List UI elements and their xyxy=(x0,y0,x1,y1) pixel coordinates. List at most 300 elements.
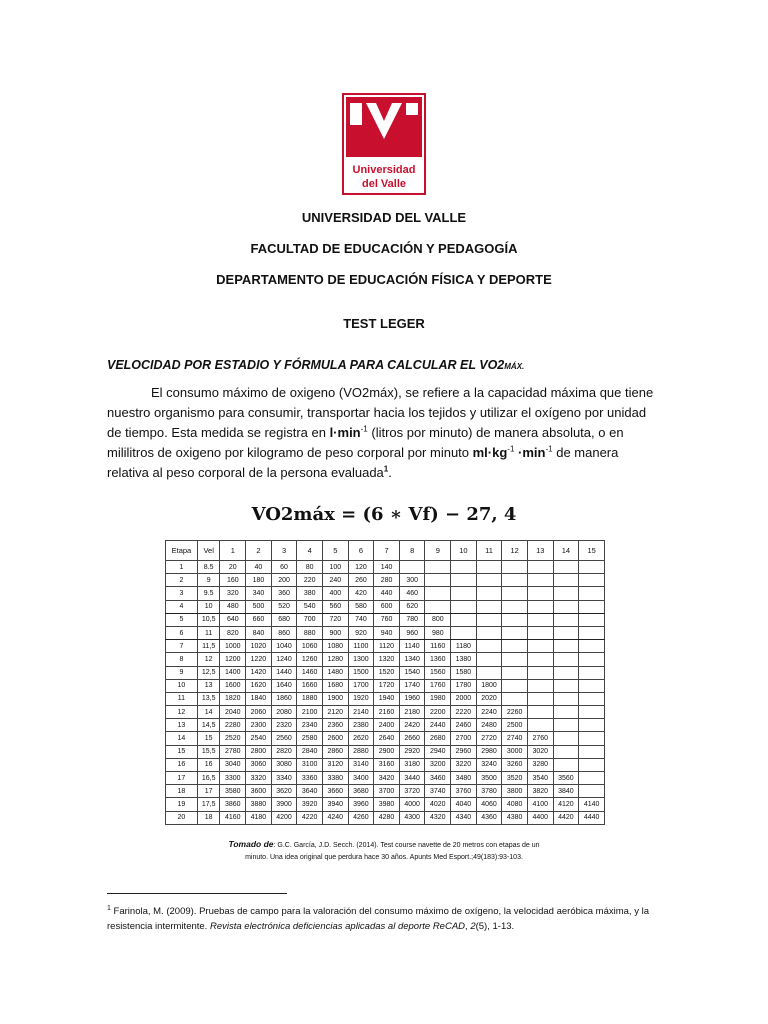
faculty-heading: FACULTAD DE EDUCACIÓN Y PEDAGOGÍA xyxy=(250,241,518,256)
distance-cell: 100 xyxy=(322,561,348,574)
distance-cell: 420 xyxy=(348,587,374,600)
distance-cell: 360 xyxy=(271,587,297,600)
speed-cell: 15 xyxy=(197,732,220,745)
empty-cell xyxy=(579,653,605,666)
empty-cell xyxy=(502,692,528,705)
empty-cell xyxy=(502,600,528,613)
distance-cell: 620 xyxy=(399,600,425,613)
speed-cell: 10 xyxy=(197,600,220,613)
distance-cell: 2800 xyxy=(246,745,272,758)
distance-cell: 1980 xyxy=(425,692,451,705)
distance-cell: 960 xyxy=(399,626,425,639)
empty-cell xyxy=(553,626,579,639)
empty-cell xyxy=(451,561,477,574)
distance-cell: 1760 xyxy=(425,679,451,692)
header-shuttle-11: 11 xyxy=(476,541,502,561)
distance-cell: 3920 xyxy=(297,798,323,811)
distance-cell: 1020 xyxy=(246,640,272,653)
speed-cell: 15,5 xyxy=(197,745,220,758)
speed-cell: 13,5 xyxy=(197,692,220,705)
empty-cell xyxy=(553,653,579,666)
table-row xyxy=(166,798,605,811)
distance-cell: 1500 xyxy=(348,666,374,679)
footnote-text-1: Farinola, M. (2009). Pruebas de campo para la valoración del consumo máximo de oxígeno, la velocidad aeróbica máxima, y la resistencia intermitente. xyxy=(107,906,649,932)
empty-cell xyxy=(476,561,502,574)
distance-cell: 1720 xyxy=(374,679,400,692)
empty-cell xyxy=(553,745,579,758)
distance-cell: 2920 xyxy=(399,745,425,758)
distance-cell: 3020 xyxy=(527,745,553,758)
distance-cell: 1700 xyxy=(348,679,374,692)
empty-cell xyxy=(553,758,579,771)
header-shuttle-1: 1 xyxy=(220,541,246,561)
distance-cell: 3700 xyxy=(374,785,400,798)
distance-cell: 3120 xyxy=(322,758,348,771)
distance-cell: 3280 xyxy=(527,758,553,771)
speed-cell: 10,5 xyxy=(197,613,220,626)
distance-cell: 2020 xyxy=(476,692,502,705)
distance-cell: 2880 xyxy=(348,745,374,758)
distance-cell: 680 xyxy=(271,613,297,626)
empty-cell xyxy=(579,587,605,600)
distance-cell: 1360 xyxy=(425,653,451,666)
speed-cell: 13 xyxy=(197,679,220,692)
distance-cell: 40 xyxy=(246,561,272,574)
distance-cell: 1460 xyxy=(297,666,323,679)
distance-cell: 480 xyxy=(220,600,246,613)
distance-cell: 2320 xyxy=(271,719,297,732)
distance-cell: 220 xyxy=(297,574,323,587)
distance-cell: 1740 xyxy=(399,679,425,692)
header-shuttle-15: 15 xyxy=(579,541,605,561)
distance-cell: 2600 xyxy=(322,732,348,745)
speed-cell: 16 xyxy=(197,758,220,771)
empty-cell xyxy=(502,626,528,639)
stage-cell: 19 xyxy=(166,798,198,811)
table-row xyxy=(166,587,605,600)
distance-cell: 4280 xyxy=(374,811,400,824)
distance-cell: 1400 xyxy=(220,666,246,679)
distance-cell: 3520 xyxy=(502,772,528,785)
distance-cell: 1440 xyxy=(271,666,297,679)
distance-cell: 3440 xyxy=(399,772,425,785)
table-row xyxy=(166,719,605,732)
distance-cell: 1260 xyxy=(297,653,323,666)
distance-cell: 3240 xyxy=(476,758,502,771)
empty-cell xyxy=(527,587,553,600)
table-row xyxy=(166,758,605,771)
header-shuttle-3: 3 xyxy=(271,541,297,561)
empty-cell xyxy=(502,561,528,574)
table-row xyxy=(166,626,605,639)
footnote-number: 1 xyxy=(107,904,111,912)
empty-cell xyxy=(502,574,528,587)
distance-cell: 3260 xyxy=(502,758,528,771)
empty-cell xyxy=(451,626,477,639)
distance-cell: 520 xyxy=(271,600,297,613)
empty-cell xyxy=(425,561,451,574)
distance-cell: 2840 xyxy=(297,745,323,758)
unit-relative-a: ml·kg xyxy=(472,445,508,460)
source-line-1: G.C. García, J.D. Secch. (2014). Test course navette de 20 metros con etapas de un xyxy=(277,842,540,849)
table-row xyxy=(166,561,605,574)
distance-cell: 1000 xyxy=(220,640,246,653)
distance-cell: 1240 xyxy=(271,653,297,666)
empty-cell xyxy=(502,666,528,679)
distance-cell: 1560 xyxy=(425,666,451,679)
distance-cell: 1540 xyxy=(399,666,425,679)
distance-cell: 760 xyxy=(374,613,400,626)
distance-cell: 1100 xyxy=(348,640,374,653)
distance-cell: 3740 xyxy=(425,785,451,798)
distance-cell: 1960 xyxy=(399,692,425,705)
distance-cell: 2980 xyxy=(476,745,502,758)
distance-cell: 2000 xyxy=(451,692,477,705)
speed-cell: 14,5 xyxy=(197,719,220,732)
distance-cell: 4160 xyxy=(220,811,246,824)
stage-cell: 20 xyxy=(166,811,198,824)
empty-cell xyxy=(476,574,502,587)
distance-cell: 3040 xyxy=(220,758,246,771)
empty-cell xyxy=(527,613,553,626)
unit-absolute-exponent: -1 xyxy=(360,424,368,434)
distance-cell: 2360 xyxy=(322,719,348,732)
distance-cell: 3860 xyxy=(220,798,246,811)
distance-cell: 2820 xyxy=(271,745,297,758)
empty-cell xyxy=(527,692,553,705)
empty-cell xyxy=(502,679,528,692)
distance-cell: 3820 xyxy=(527,785,553,798)
distance-cell: 1820 xyxy=(220,692,246,705)
table-row xyxy=(166,811,605,824)
distance-cell: 460 xyxy=(399,587,425,600)
distance-cell: 4040 xyxy=(451,798,477,811)
distance-cell: 1180 xyxy=(451,640,477,653)
stage-cell: 12 xyxy=(166,706,198,719)
distance-cell: 720 xyxy=(322,613,348,626)
distance-cell: 3480 xyxy=(451,772,477,785)
distance-cell: 60 xyxy=(271,561,297,574)
table-row xyxy=(166,613,605,626)
distance-cell: 3560 xyxy=(553,772,579,785)
empty-cell xyxy=(553,587,579,600)
distance-cell: 860 xyxy=(271,626,297,639)
distance-cell: 140 xyxy=(374,561,400,574)
distance-cell: 3720 xyxy=(399,785,425,798)
empty-cell xyxy=(476,626,502,639)
distance-cell: 3140 xyxy=(348,758,374,771)
distance-cell: 3420 xyxy=(374,772,400,785)
speed-cell: 18 xyxy=(197,811,220,824)
distance-cell: 4100 xyxy=(527,798,553,811)
empty-cell xyxy=(502,640,528,653)
paragraph-text-3: de manera relativa al peso corporal de la persona evaluada xyxy=(107,445,619,480)
header-stage: Etapa xyxy=(166,541,198,561)
distance-cell: 440 xyxy=(374,587,400,600)
empty-cell xyxy=(527,719,553,732)
distance-cell: 3220 xyxy=(451,758,477,771)
distance-cell: 1060 xyxy=(297,640,323,653)
distance-cell: 3460 xyxy=(425,772,451,785)
distance-cell: 2180 xyxy=(399,706,425,719)
distance-cell: 3800 xyxy=(502,785,528,798)
distance-cell: 260 xyxy=(348,574,374,587)
speed-cell: 17,5 xyxy=(197,798,220,811)
distance-cell: 4120 xyxy=(553,798,579,811)
distance-cell: 4440 xyxy=(579,811,605,824)
footnote-reference: 1 xyxy=(383,464,389,474)
stage-cell: 18 xyxy=(166,785,198,798)
department-heading: DEPARTAMENTO DE EDUCACIÓN FÍSICA Y DEPORTE xyxy=(216,272,552,287)
distance-cell: 4260 xyxy=(348,811,374,824)
header-shuttle-5: 5 xyxy=(322,541,348,561)
distance-cell: 3900 xyxy=(271,798,297,811)
distance-cell: 580 xyxy=(348,600,374,613)
distance-cell: 1380 xyxy=(451,653,477,666)
empty-cell xyxy=(425,587,451,600)
distance-cell: 3160 xyxy=(374,758,400,771)
speed-cell: 9 xyxy=(197,574,220,587)
table-row xyxy=(166,706,605,719)
stage-cell: 4 xyxy=(166,600,198,613)
empty-cell xyxy=(527,561,553,574)
vo2max-formula: VO2máx = (6 ∗ Vf) − 27, 4 xyxy=(251,504,517,525)
empty-cell xyxy=(502,613,528,626)
distance-cell: 2940 xyxy=(425,745,451,758)
distance-cell: 4300 xyxy=(399,811,425,824)
empty-cell xyxy=(451,613,477,626)
distance-cell: 320 xyxy=(220,587,246,600)
empty-cell xyxy=(579,706,605,719)
distance-cell: 3660 xyxy=(322,785,348,798)
distance-cell: 2560 xyxy=(271,732,297,745)
distance-cell: 560 xyxy=(322,600,348,613)
distance-cell: 3200 xyxy=(425,758,451,771)
header-shuttle-2: 2 xyxy=(246,541,272,561)
empty-cell xyxy=(425,600,451,613)
paragraph-end: . xyxy=(388,465,392,480)
distance-cell: 2900 xyxy=(374,745,400,758)
distance-cell: 2140 xyxy=(348,706,374,719)
distance-cell: 500 xyxy=(246,600,272,613)
paragraph-text-1: El consumo máximo de oxigeno (VO2máx), se refiere a la capacidad máxima que tiene nuestro organismo para consumir, transportar hacia los tejidos y utilizar el oxígeno por unidad de tiempo. Esta medida se registra en xyxy=(107,385,654,440)
distance-cell: 2200 xyxy=(425,706,451,719)
empty-cell xyxy=(527,653,553,666)
header-shuttle-9: 9 xyxy=(425,541,451,561)
empty-cell xyxy=(553,666,579,679)
table-header-row xyxy=(166,541,605,561)
distance-cell: 1580 xyxy=(451,666,477,679)
table-row xyxy=(166,732,605,745)
distance-cell: 3320 xyxy=(246,772,272,785)
empty-cell xyxy=(476,587,502,600)
table-row xyxy=(166,574,605,587)
empty-cell xyxy=(476,653,502,666)
distance-cell: 3760 xyxy=(451,785,477,798)
table-row xyxy=(166,785,605,798)
leger-stage-table xyxy=(165,540,605,825)
distance-cell: 1040 xyxy=(271,640,297,653)
subtitle-subscript: MÁX. xyxy=(504,362,525,371)
university-logo xyxy=(342,93,426,195)
footnote-journal: Revista electrónica deficiencias aplicadas al deporte ReCAD xyxy=(209,921,466,932)
table-body xyxy=(166,561,605,825)
speed-cell: 17 xyxy=(197,785,220,798)
empty-cell xyxy=(579,785,605,798)
distance-cell: 3080 xyxy=(271,758,297,771)
distance-cell: 1620 xyxy=(246,679,272,692)
distance-cell: 2620 xyxy=(348,732,374,745)
distance-cell: 2960 xyxy=(451,745,477,758)
empty-cell xyxy=(553,679,579,692)
distance-cell: 1520 xyxy=(374,666,400,679)
distance-cell: 2220 xyxy=(451,706,477,719)
source-colon: : xyxy=(273,842,278,849)
distance-cell: 540 xyxy=(297,600,323,613)
distance-cell: 1640 xyxy=(271,679,297,692)
empty-cell xyxy=(425,574,451,587)
distance-cell: 2260 xyxy=(502,706,528,719)
distance-cell: 3540 xyxy=(527,772,553,785)
footnote-text-2: (5), 1-13. xyxy=(475,921,515,932)
distance-cell: 2460 xyxy=(451,719,477,732)
empty-cell xyxy=(579,666,605,679)
distance-cell: 4000 xyxy=(399,798,425,811)
distance-cell: 3000 xyxy=(502,745,528,758)
empty-cell xyxy=(553,732,579,745)
section-subtitle xyxy=(107,358,524,372)
empty-cell xyxy=(579,732,605,745)
empty-cell xyxy=(553,706,579,719)
empty-cell xyxy=(553,692,579,705)
distance-cell: 2340 xyxy=(297,719,323,732)
stage-cell: 5 xyxy=(166,613,198,626)
distance-cell: 4340 xyxy=(451,811,477,824)
distance-cell: 3380 xyxy=(322,772,348,785)
table-row xyxy=(166,745,605,758)
header-shuttle-10: 10 xyxy=(451,541,477,561)
speed-cell: 16,5 xyxy=(197,772,220,785)
distance-cell: 3100 xyxy=(297,758,323,771)
distance-cell: 2580 xyxy=(297,732,323,745)
distance-cell: 2400 xyxy=(374,719,400,732)
stage-cell: 11 xyxy=(166,692,198,705)
distance-cell: 4240 xyxy=(322,811,348,824)
distance-cell: 640 xyxy=(220,613,246,626)
stage-cell: 14 xyxy=(166,732,198,745)
distance-cell: 3300 xyxy=(220,772,246,785)
distance-cell: 1900 xyxy=(322,692,348,705)
distance-cell: 800 xyxy=(425,613,451,626)
header-shuttle-8: 8 xyxy=(399,541,425,561)
distance-cell: 1160 xyxy=(425,640,451,653)
header-shuttle-13: 13 xyxy=(527,541,553,561)
distance-cell: 2080 xyxy=(271,706,297,719)
distance-cell: 4220 xyxy=(297,811,323,824)
unit-relative-b: ·min xyxy=(514,445,546,460)
table-row xyxy=(166,653,605,666)
distance-cell: 4200 xyxy=(271,811,297,824)
distance-cell: 280 xyxy=(374,574,400,587)
university-heading: UNIVERSIDAD DEL VALLE xyxy=(301,210,467,225)
distance-cell: 3060 xyxy=(246,758,272,771)
distance-cell: 2300 xyxy=(246,719,272,732)
distance-cell: 880 xyxy=(297,626,323,639)
distance-cell: 3640 xyxy=(297,785,323,798)
stage-cell: 6 xyxy=(166,626,198,639)
distance-cell: 3400 xyxy=(348,772,374,785)
stage-cell: 3 xyxy=(166,587,198,600)
unit-absolute: l·min xyxy=(329,425,361,440)
table-row xyxy=(166,692,605,705)
distance-cell: 1140 xyxy=(399,640,425,653)
distance-cell: 2120 xyxy=(322,706,348,719)
source-lead: Tomado de xyxy=(228,839,274,849)
distance-cell: 1420 xyxy=(246,666,272,679)
distance-cell: 20 xyxy=(220,561,246,574)
logo-line-1: Universidad xyxy=(352,164,416,176)
empty-cell xyxy=(476,600,502,613)
distance-cell: 1840 xyxy=(246,692,272,705)
distance-cell: 2720 xyxy=(476,732,502,745)
distance-cell: 400 xyxy=(322,587,348,600)
header-shuttle-7: 7 xyxy=(374,541,400,561)
unit-relative-b-exponent: -1 xyxy=(545,444,553,454)
empty-cell xyxy=(579,600,605,613)
distance-cell: 4020 xyxy=(425,798,451,811)
distance-cell: 600 xyxy=(374,600,400,613)
empty-cell xyxy=(579,679,605,692)
distance-cell: 2640 xyxy=(374,732,400,745)
distance-cell: 340 xyxy=(246,587,272,600)
distance-cell: 1880 xyxy=(297,692,323,705)
distance-cell: 700 xyxy=(297,613,323,626)
header-shuttle-4: 4 xyxy=(297,541,323,561)
distance-cell: 1680 xyxy=(322,679,348,692)
stage-cell: 2 xyxy=(166,574,198,587)
distance-cell: 1800 xyxy=(476,679,502,692)
distance-cell: 1340 xyxy=(399,653,425,666)
distance-cell: 3580 xyxy=(220,785,246,798)
table-row xyxy=(166,679,605,692)
distance-cell: 2860 xyxy=(322,745,348,758)
distance-cell: 4420 xyxy=(553,811,579,824)
distance-cell: 920 xyxy=(348,626,374,639)
distance-cell: 1860 xyxy=(271,692,297,705)
distance-cell: 2280 xyxy=(220,719,246,732)
empty-cell xyxy=(579,719,605,732)
distance-cell: 180 xyxy=(246,574,272,587)
distance-cell: 740 xyxy=(348,613,374,626)
distance-cell: 2540 xyxy=(246,732,272,745)
distance-cell: 900 xyxy=(322,626,348,639)
distance-cell: 3980 xyxy=(374,798,400,811)
footnote-divider xyxy=(107,893,287,894)
empty-cell xyxy=(579,640,605,653)
distance-cell: 4180 xyxy=(246,811,272,824)
distance-cell: 3180 xyxy=(399,758,425,771)
distance-cell: 4400 xyxy=(527,811,553,824)
empty-cell xyxy=(553,561,579,574)
empty-cell xyxy=(451,600,477,613)
distance-cell: 300 xyxy=(399,574,425,587)
footnote-separator: , xyxy=(465,921,471,932)
empty-cell xyxy=(579,758,605,771)
distance-cell: 2660 xyxy=(399,732,425,745)
distance-cell: 240 xyxy=(322,574,348,587)
footnote xyxy=(107,904,667,934)
test-title: TEST LEGER xyxy=(343,316,425,331)
